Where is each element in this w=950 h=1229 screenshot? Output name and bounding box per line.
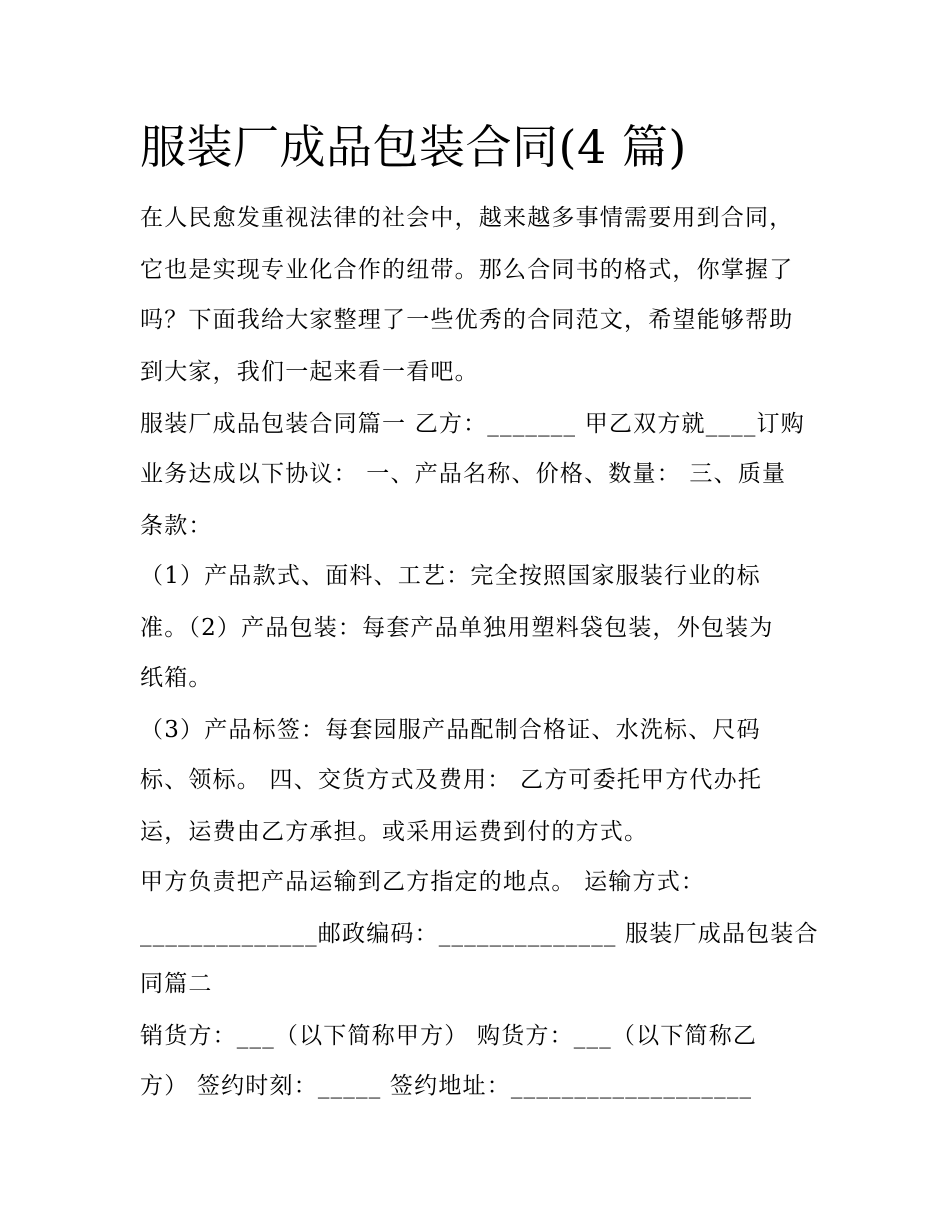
body-line: （1）产品款式、面料、工艺：完全按照国家服装行业的标	[140, 563, 761, 589]
body-line: 服装厂成品包装合同篇一 乙方：_______ 甲乙双方就____订购	[140, 411, 805, 437]
body-line: （3）产品标签：每套园服产品配制合格证、水洗标、尺码	[140, 717, 761, 743]
body-line: 方） 签约时刻：_____ 签约地址：___________________	[140, 1073, 753, 1099]
body-line: 业务达成以下协议： 一、产品名称、价格、数量： 三、质量	[140, 461, 787, 487]
body-line: 吗？下面我给大家整理了一些优秀的合同范文，希望能够帮助	[140, 307, 794, 333]
body-line: 标、领标。 四、交货方式及费用： 乙方可委托甲方代办托	[140, 767, 763, 793]
body-line: 在人民愈发重视法律的社会中，越来越多事情需要用到合同，	[140, 205, 794, 231]
body-line: 甲方负责把产品运输到乙方指定的地点。 运输方式：	[140, 869, 706, 895]
body-line: 准。（2）产品包装：每套产品单独用塑料袋包装，外包装为	[140, 615, 774, 641]
body-line: 条款：	[140, 513, 213, 539]
body-line: 销货方：___（以下简称甲方） 购货方：___（以下简称乙	[140, 1023, 758, 1049]
body-line: 同篇二	[140, 971, 213, 997]
document-title: 服装厂成品包装合同(4 篇)	[140, 120, 687, 174]
body-line: 运，运费由乙方承担。或采用运费到付的方式。	[140, 819, 649, 845]
body-line: ______________邮政编码：______________ 服装厂成品包装合	[140, 921, 819, 947]
body-line: 纸箱。	[140, 665, 213, 691]
body-line: 到大家，我们一起来看一看吧。	[140, 359, 479, 385]
body-line: 它也是实现专业化合作的纽带。那么合同书的格式，你掌握了	[140, 257, 794, 283]
